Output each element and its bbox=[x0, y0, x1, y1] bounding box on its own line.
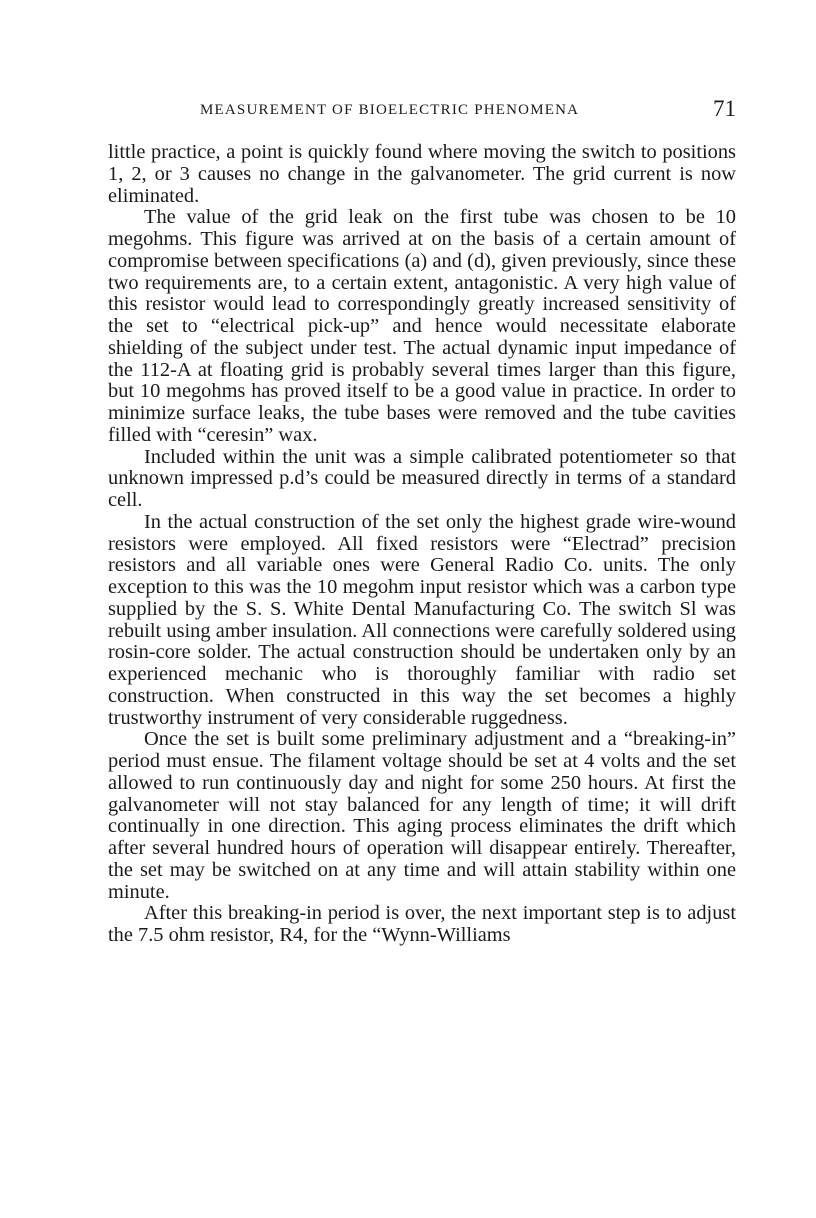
body-text bbox=[108, 142, 736, 947]
paragraph-grid-leak: The value of the grid leak on the first tube was chosen to be 10 megohms. This figure was arrived at on the basis of a certain amount of compromise between specifications (a) and (d), given previously, since these two requirements are, to a certain extent, antagonistic. A very high value of this resistor would lead to correspondingly greatly increased sensitivity of the set to “electrical pick-up” and hence would necessitate elaborate shielding of the subject under test. The actual dynamic input impedance of the 112-A at floating grid is probably several times larger than this figure, but 10 megohms has proved itself to be a good value in practice. In order to minimize surface leaks, the tube bases were removed and the tube cavities filled with “ceresin” wax. bbox=[108, 206, 736, 446]
running-head bbox=[108, 96, 736, 130]
paragraph-construction: In the actual construction of the set only the highest grade wire-wound resistors were employed. All fixed resistors were “Electrad” precision resistors and all variable ones were General Radio Co. units. The only exception to this was the 10 megohm input resistor which was a carbon type supplied by the S. S. White Dental Manufacturing Co. The switch Sl was rebuilt using amber insulation. All connections were carefully soldered using rosin-core solder. The actual construction should be undertaken only by an experienced mechanic who is thoroughly familiar with radio set construction. When constructed in this way the set becomes a highly trustworthy instrument of very considerable ruggedness. bbox=[108, 510, 736, 729]
paragraph-adjustment: After this breaking-in period is over, the next important step is to adjust the 7.5 ohm resistor, R4, for the “Wynn-Williams bbox=[108, 902, 736, 946]
page-number: 71 bbox=[713, 96, 736, 121]
running-title: MEASUREMENT OF BIOELECTRIC PHENOMENA bbox=[200, 102, 580, 118]
paragraph-potentiometer: Included within the unit was a simple calibrated potentiometer so that unknown impressed p.d’s could be measured directly in terms of a standard cell. bbox=[108, 445, 736, 511]
paragraph-continuation: little practice, a point is quickly found where moving the switch to positions 1, 2, or 3 causes no change in the galvanometer. The grid current is now eliminated. bbox=[108, 141, 736, 207]
paragraph-breaking-in: Once the set is built some preliminary adjustment and a “breaking-in” period must ensue. The filament voltage should be set at 4 volts and the set allowed to run continuously day and night for some 250 hours. At first the galvanometer will not stay balanced for any length of time; it will drift continually in one direction. This aging process eliminates the drift which after several hundred hours of operation will disappear entirely. Thereafter, the set may be switched on at any time and will attain stability within one minute. bbox=[108, 728, 736, 903]
book-page bbox=[108, 96, 736, 947]
